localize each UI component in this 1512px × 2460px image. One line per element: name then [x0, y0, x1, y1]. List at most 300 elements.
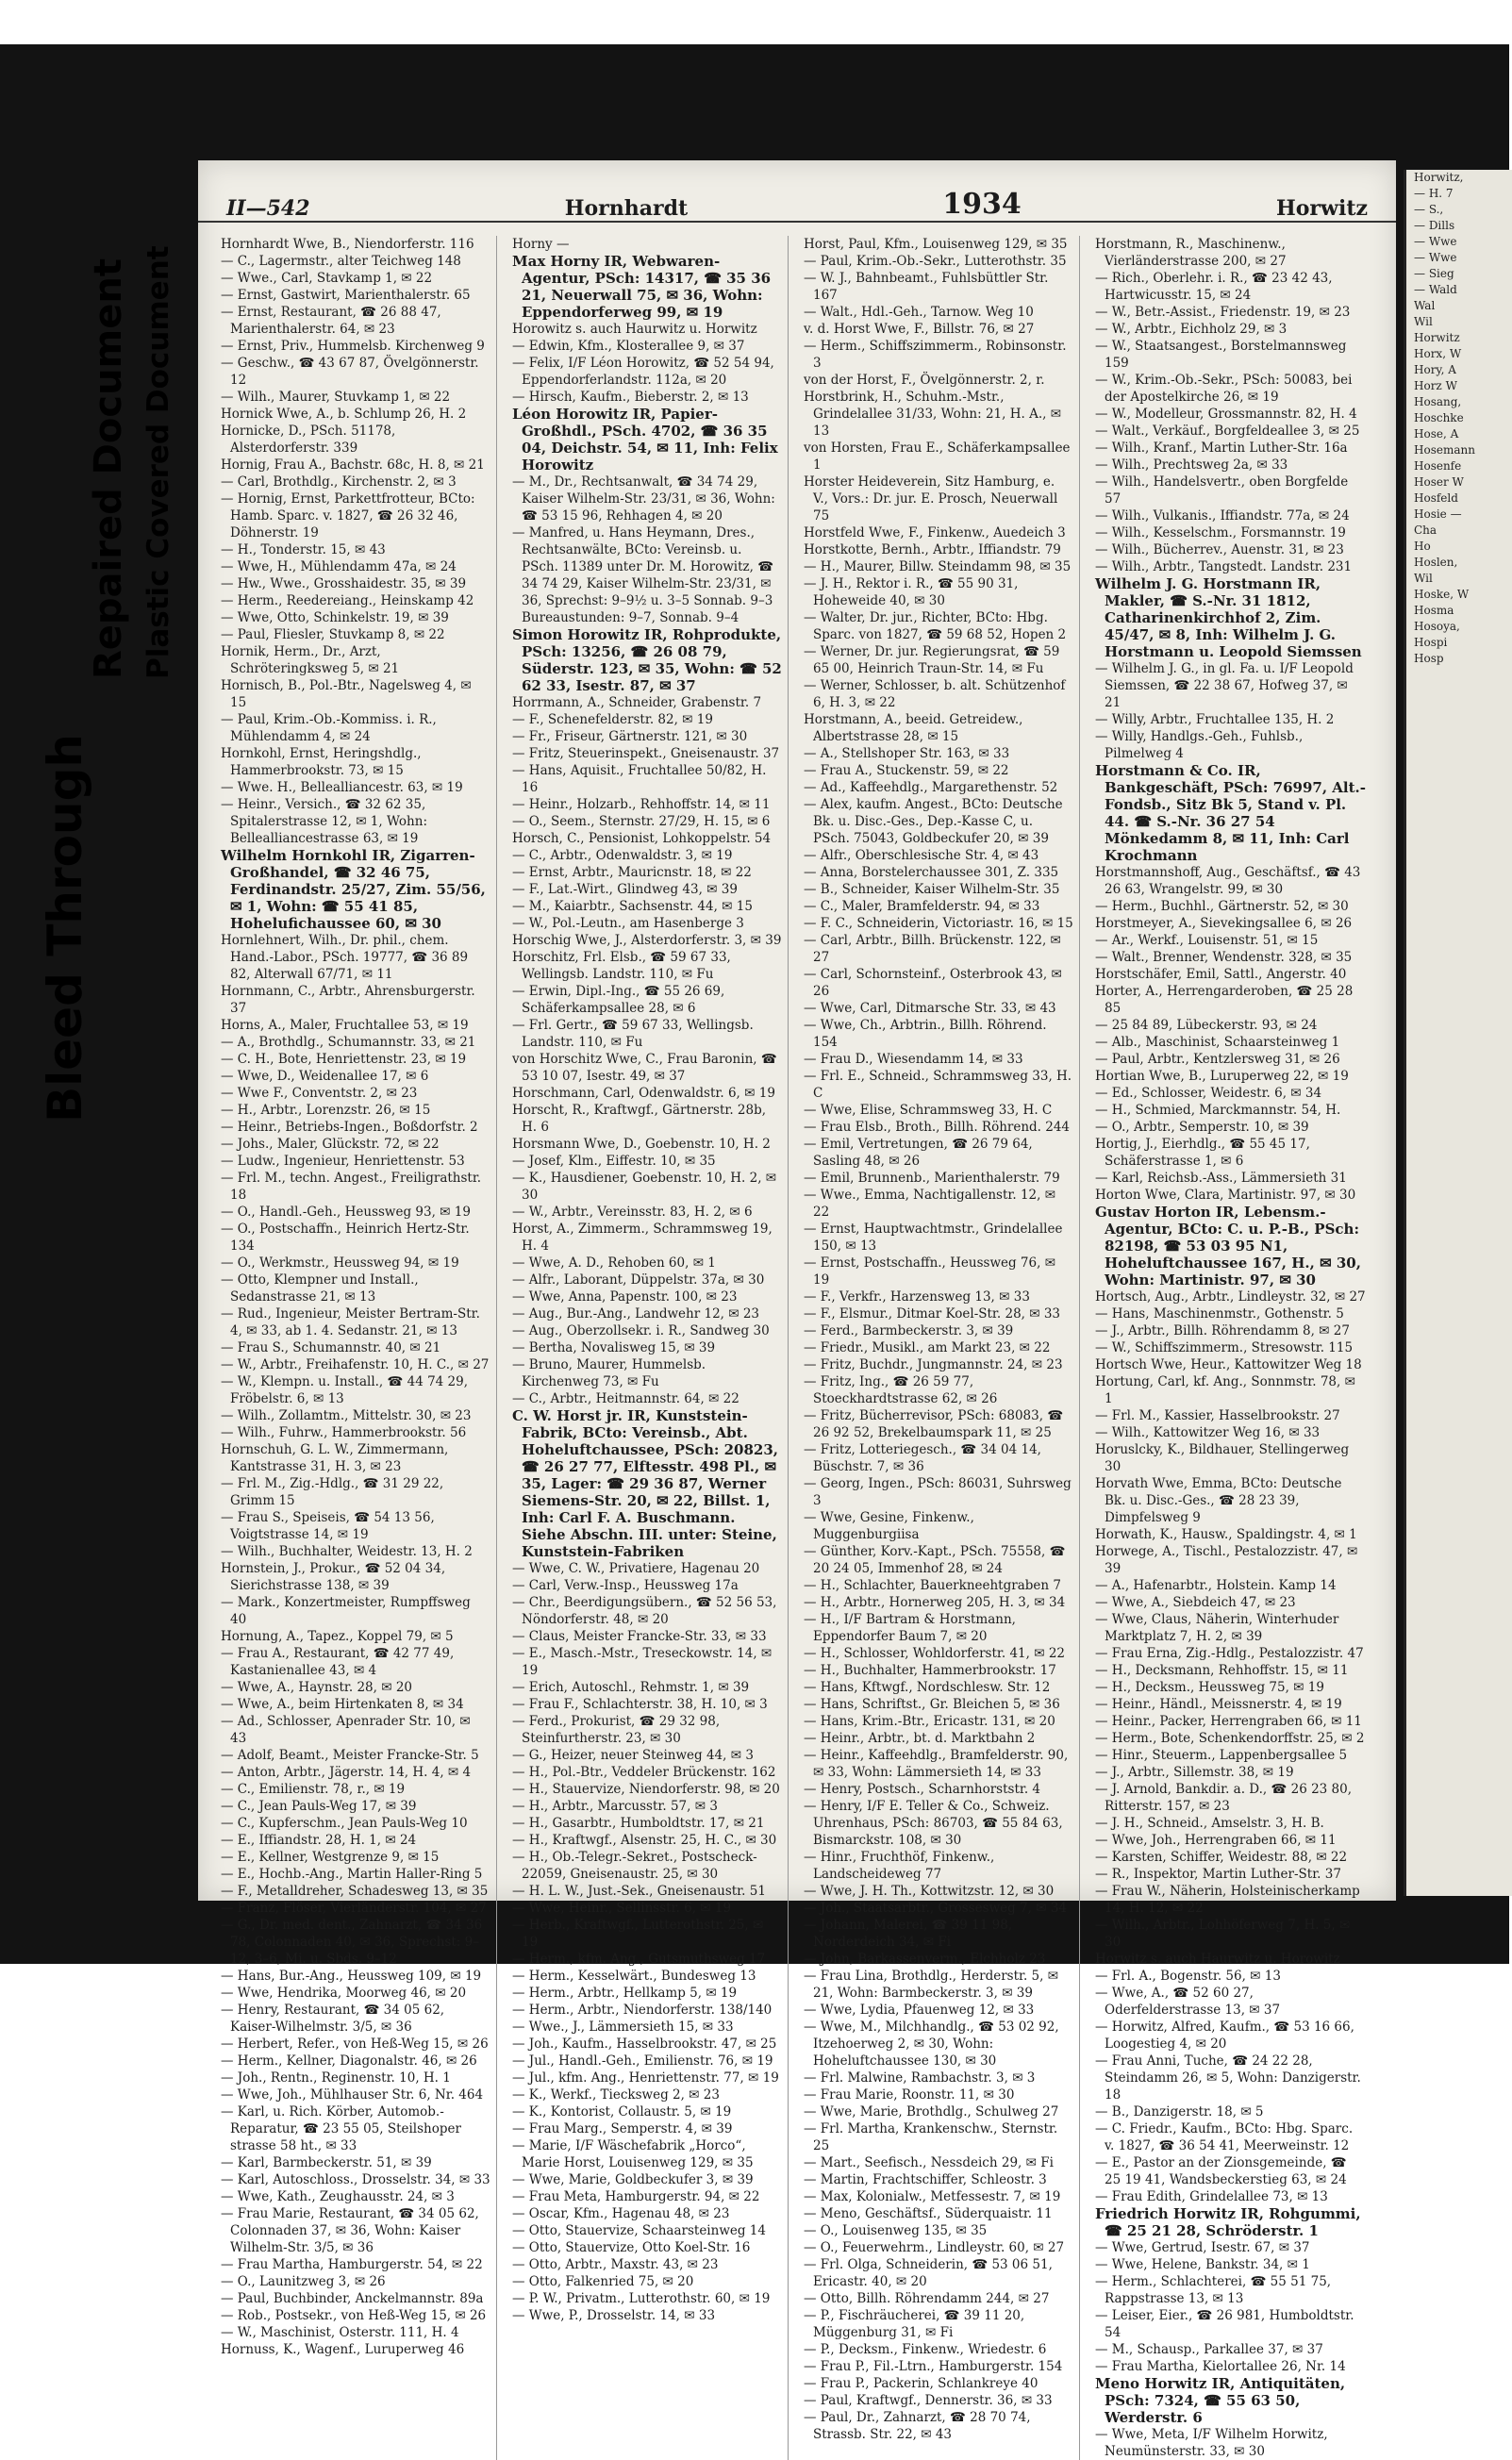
directory-entry: — M., Schausp., Parkallee 37, ✉ 37	[1095, 2342, 1323, 2357]
directory-entry: — Wilh., Kranf., Martin Luther-Str. 16a	[1095, 440, 1348, 456]
directory-entry: — Hans, Schriftst., Gr. Bleichen 5, ✉ 36	[804, 1697, 1060, 1712]
directory-entry: Horschig Wwe, J., Alsterdorferstr. 3, ✉ 39	[512, 933, 782, 948]
directory-entry: — Ernst, Priv., Hummelsb. Kirchenweg 9	[221, 339, 485, 354]
adjacent-page-line: Hoser W	[1414, 475, 1464, 489]
directory-entry: — E., Pastor an der Zionsgemeinde, ☎ 25 19 41, Wandsbeckerstieg 63, ✉ 24	[1095, 2155, 1347, 2187]
directory-entry: — Wwe, A., beim Hirtenkaten 8, ✉ 34	[221, 1697, 464, 1712]
directory-entry: — Paul, Krim.-Ob.-Kommiss. i. R., Mühlendamm 4, ✉ 24	[221, 712, 437, 744]
directory-entry: — Herm., Kellner, Diagonalstr. 46, ✉ 26	[221, 2053, 477, 2069]
directory-entry: von Horschitz Wwe, C., Frau Baronin, ☎ 53 10 07, Isestr. 49, ✉ 37	[512, 1052, 777, 1084]
directory-entry: — Frau Martha, Hamburgerstr. 54, ✉ 22	[221, 2257, 483, 2272]
directory-entry: — B., Schneider, Kaiser Wilhelm-Str. 35	[804, 882, 1060, 897]
directory-entry: — Frl. Martha, Krankenschw., Sternstr. 25	[804, 2121, 1058, 2153]
directory-entry: — Ernst, Gastwirt, Marienthalerstr. 65	[221, 288, 471, 303]
adjacent-page-line: Hospi	[1414, 636, 1448, 649]
directory-entry: — Wwe, Heinr., Sellinsstr. 6, ✉ 19	[512, 1901, 732, 1916]
directory-entry: — Willy, Handlgs.-Geh., Fuhlsb., Pilmelweg 4	[1095, 729, 1304, 761]
column-1	[221, 236, 497, 2460]
directory-entry: — Wwe, M., Milchhandlg., ☎ 53 02 92, Itzehoerweg 2, ✉ 30, Wohn: Hoheluftchaussee 130, ✉ 30	[804, 2020, 1059, 2069]
directory-entry: — H., Decksmann, Rehhoffstr. 15, ✉ 11	[1095, 1663, 1349, 1678]
directory-entry: — H., Tonderstr. 15, ✉ 43	[221, 542, 386, 557]
directory-page	[198, 160, 1396, 2459]
directory-entry: — Paul, Arbtr., Kentzlersweg 31, ✉ 26	[1095, 1052, 1340, 1067]
directory-entry: Hornschuh, G. L. W., Zimmermann, Kantstrasse 31, H. 3, ✉ 23	[221, 1442, 449, 1474]
directory-entry: — Joh., Rentn., Reginenstr. 10, H. 1	[221, 2070, 451, 2086]
directory-entry: Hornuss, K., Wagenf., Luruperweg 46	[221, 2342, 465, 2357]
directory-entry: — Wilh., Zollamtm., Mittelstr. 30, ✉ 23	[221, 1408, 472, 1423]
directory-entry: — Ludw., Ingenieur, Henriettenstr. 53	[221, 1154, 465, 1169]
directory-entry: — Fr., Friseur, Gärtnerstr. 121, ✉ 30	[512, 729, 748, 744]
directory-entry: — Geschw., ☎ 43 67 87, Övelgönnerstr. 12	[221, 356, 479, 388]
adjacent-page-line: Horwitz,	[1414, 171, 1464, 184]
directory-entry: — W., Betr.-Assist., Friedenstr. 19, ✉ 23	[1095, 305, 1351, 320]
directory-entry: — O., Seem., Sternstr. 27/29, H. 15, ✉ 6	[512, 814, 771, 829]
adjacent-page-line: Hose, A	[1414, 427, 1459, 440]
directory-entry: — Alfr., Laborant, Düppelstr. 37a, ✉ 30	[512, 1272, 765, 1288]
directory-entry: — Frau F., Schlachterstr. 38, H. 10, ✉ 3	[512, 1697, 768, 1712]
directory-entry: Horvath Wwe, Emma, BCto: Deutsche Bk. u. Disc.-Ges., ☎ 28 23 39, Dimpfelsweg 9	[1095, 1476, 1342, 1525]
adjacent-page-line: Hoske, W	[1414, 588, 1470, 601]
directory-entry: — W., Staatsangest., Borstelmannsweg 159	[1095, 339, 1347, 371]
directory-entry: — Paul, Krim.-Ob.-Sekr., Lutterothstr. 35	[804, 254, 1067, 269]
directory-entry: — H., Ob.-Telegr.-Sekret., Postscheck-22059, Gneisenaustr. 25, ✉ 30	[512, 1850, 757, 1882]
directory-entry: — Wwe, Gesine, Finkenw., Muggenburgiisa	[804, 1510, 974, 1542]
directory-entry: — Carl, Brothdlg., Kirchenstr. 2, ✉ 3	[221, 474, 457, 490]
directory-entry: — A., Brothdlg., Schumannstr. 33, ✉ 21	[221, 1035, 476, 1050]
directory-entry: — Martin, Frachtschiffer, Schleostr. 3	[804, 2172, 1047, 2187]
directory-entry: Wilhelm Hornkohl IR, Zigarren-Großhandel, ☎ 32 46 75, Ferdinandstr. 25/27, Zim. 55/56, ✉ 1, Wohn: ☎ 55 41 85, Hohelufichaussee 60, ✉ 30	[221, 847, 486, 932]
directory-entry: — Wwe., J., Lämmersieth 15, ✉ 33	[512, 2020, 734, 2035]
directory-entry: — Otto, Falkenried 75, ✉ 20	[512, 2274, 694, 2289]
directory-entry: — Ar., Werkf., Louisenstr. 51, ✉ 15	[1095, 933, 1319, 948]
directory-entry: — H., I/F Bartram & Horstmann, Eppendorfer Baum 7, ✉ 20	[804, 1612, 1016, 1644]
directory-entry: — W., Arbtr., Freihafenstr. 10, H. C., ✉ 27	[221, 1357, 490, 1372]
directory-entry: — Frl. Malwine, Rambachstr. 3, ✉ 3	[804, 2070, 1036, 2086]
directory-entry: — Frau Martha, Kielortallee 26, Nr. 14	[1095, 2359, 1346, 2374]
adjacent-page-line: — Wwe	[1414, 251, 1457, 264]
directory-entry: — Carl, Arbtr., Billh. Brückenstr. 122, ✉ 27	[804, 933, 1061, 965]
directory-entry: — Rud., Ingenieur, Meister Bertram-Str. 4, ✉ 33, ab 1. 4. Sedanstr. 21, ✉ 13	[221, 1306, 480, 1338]
directory-entry: — Ferd., Prokurist, ☎ 29 32 98, Steinfurtherstr. 23, ✉ 30	[512, 1714, 721, 1746]
directory-entry: — Karl, u. Rich. Körber, Automob.-Reparatur, ☎ 23 55 05, Steilshoper strasse 58 ht., ✉ 33	[221, 2104, 461, 2153]
directory-entry: Horstkotte, Bernh., Arbtr., Iffiandstr. 79	[804, 542, 1061, 557]
adjacent-page-line: Wal	[1414, 299, 1436, 312]
directory-entry: — Wwe, Ch., Arbtrin., Billh. Röhrend. 154	[804, 1018, 1047, 1050]
directory-entry: — Aug., Bur.-Ang., Landwehr 12, ✉ 23	[512, 1306, 760, 1321]
directory-entry: — Herm., Bote, Schenkendorffstr. 25, ✉ 2	[1095, 1731, 1365, 1746]
page-header	[198, 160, 1396, 223]
directory-entry: — Karl, Autoschloss., Drosselstr. 34, ✉ 33	[221, 2172, 490, 2187]
directory-entry: — Ad., Schlosser, Apenrader Str. 10, ✉ 43	[221, 1714, 471, 1746]
directory-entry: — Horwitz, Alfred, Kaufm., ☎ 53 16 66, Loogestieg 4, ✉ 20	[1095, 2020, 1354, 2052]
header-right-word: Horwitz	[1275, 196, 1368, 221]
directory-entry: — C., Kupferschm., Jean Pauls-Weg 10	[221, 1816, 468, 1831]
directory-entry: — M., Dr., Rechtsanwalt, ☎ 34 74 29, Kaiser Wilhelm-Str. 23/31, ✉ 36, Wohn: ☎ 53 15 96, Rehhagen 4, ✉ 20	[512, 474, 775, 524]
directory-entry: Horscht, R., Kraftwgf., Gärtnerstr. 28b, H. 6	[512, 1103, 767, 1135]
adjacent-page-line: Cha	[1414, 524, 1437, 537]
directory-entry: — Hans, Kftwgf., Nordschlesw. Str. 12	[804, 1680, 1051, 1695]
adjacent-page-line: — S.,	[1414, 203, 1444, 216]
directory-entry: — Wilhelm J. G., in gl. Fa. u. I/F Leopold Siemssen, ☎ 22 38 67, Hofweg 37, ✉ 21	[1095, 661, 1354, 710]
directory-entry: — Hinr., Steuerm., Lappenbergsallee 5	[1095, 1748, 1348, 1763]
directory-entry: — Felix, I/F Léon Horowitz, ☎ 52 54 94, Eppendorferlandstr. 112a, ✉ 20	[512, 356, 774, 388]
directory-entry: Hortsch, Aug., Arbtr., Lindleystr. 32, ✉ 27	[1095, 1289, 1366, 1305]
directory-entry: — Fritz, Buchdr., Jungmannstr. 24, ✉ 23	[804, 1357, 1063, 1372]
directory-entry: Horter, A., Herrengarderoben, ☎ 25 28 85	[1095, 984, 1354, 1016]
directory-entry: — Aug., Oberzollsekr. i. R., Sandweg 30	[512, 1323, 770, 1338]
column-3	[804, 236, 1080, 2460]
directory-entry: — Alfr., Oberschlesische Str. 4, ✉ 43	[804, 848, 1039, 863]
directory-entry: Hornmann, C., Arbtr., Ahrensburgerstr. 37	[221, 984, 475, 1016]
directory-entry: — Herm., kfm. Ang., Gutsmuthsweg 17	[512, 1952, 766, 1967]
directory-entry: — Herm., Reedereiang., Heinskamp 42	[221, 593, 474, 608]
directory-entry: — Wilh., Arbtr., Lohhöferweg 7, H. 5, ✉ 30	[1095, 1918, 1351, 1950]
directory-entry: Horst, Paul, Kfm., Louisenweg 129, ✉ 35	[804, 237, 1068, 252]
directory-entry: — Wwe, Kath., Zeughausstr. 24, ✉ 3	[221, 2189, 455, 2204]
directory-entry: — C., Jean Pauls-Weg 17, ✉ 39	[221, 1799, 417, 1814]
directory-entry: — Karl, Reichsb.-Ass., Lämmersieth 31	[1095, 1171, 1347, 1186]
adjacent-page-line: Hosemann	[1414, 443, 1475, 457]
directory-entry: — Adolf, Beamt., Meister Francke-Str. 5	[221, 1748, 479, 1763]
adjacent-page-line: — Wwe	[1414, 235, 1457, 248]
adjacent-page-line: — Sieg	[1414, 267, 1454, 280]
directory-entry: — Henry, I/F E. Teller & Co., Schweiz. Uhrenhaus, PSch: 86703, ☎ 55 84 63, Bismarckstr. 108, ✉ 30	[804, 1799, 1063, 1848]
directory-entry: Hornig, Frau A., Bachstr. 68c, H. 8, ✉ 21	[221, 457, 485, 473]
directory-entry: — Emil, Brunnenb., Marienthalerstr. 79	[804, 1171, 1060, 1186]
adjacent-page-line: Hosang,	[1414, 395, 1462, 408]
directory-entry: — Bruno, Maurer, Hummelsb. Kirchenweg 73, ✉ Fu	[512, 1357, 706, 1389]
adjacent-page-line: Hosenfe	[1414, 459, 1462, 473]
adjacent-page-line: — H. 7	[1414, 187, 1454, 200]
directory-entry: — Anna, Borstelerchaussee 301, Z. 335	[804, 865, 1059, 880]
directory-entry: Horton Wwe, Clara, Martinistr. 97, ✉ 30	[1095, 1188, 1356, 1203]
directory-entry: — Wwe, Gertrud, Isestr. 67, ✉ 37	[1095, 2240, 1310, 2255]
directory-entry: — Wwe, Helene, Bankstr. 34, ✉ 1	[1095, 2257, 1310, 2272]
adjacent-page-line: Hosoya,	[1414, 620, 1460, 633]
directory-entry: — Wilh., Bücherrev., Auenstr. 31, ✉ 23	[1095, 542, 1344, 557]
directory-entry: — Wwe., Emma, Nachtigallenstr. 12, ✉ 22	[804, 1188, 1056, 1220]
directory-entry: — H., Buchhalter, Hammerbrookstr. 17	[804, 1663, 1056, 1678]
directory-entry: — Wwe. H., Bellealliancestr. 63, ✉ 19	[221, 780, 463, 795]
directory-entry: — W. J., Bahnbeamt., Fuhlsbüttler Str. 167	[804, 271, 1049, 303]
directory-entry: — M., Kaiarbtr., Sachsenstr. 44, ✉ 15	[512, 899, 753, 914]
directory-entry: — E., Hochb.-Ang., Martin Haller-Ring 5	[221, 1867, 483, 1882]
directory-entry: — Wwe, Claus, Näherin, Winterhuder Marktplatz 7, H. 2, ✉ 39	[1095, 1612, 1339, 1644]
directory-entry: — Frau A., Stuckenstr. 59, ✉ 22	[804, 763, 1009, 778]
directory-entry: — Otto, Billh. Röhrendamm 244, ✉ 27	[804, 2291, 1050, 2306]
directory-entry: Hornlehnert, Wilh., Dr. phil., chem. Hand.-Labor., PSch. 19777, ☎ 36 89 82, Alterwall 67/71, ✉ 11	[221, 933, 469, 982]
directory-entry: Hortsch Wwe, Heur., Kattowitzer Weg 18	[1095, 1357, 1362, 1372]
directory-entry: Meno Horwitz IR, Antiquitäten, PSch: 7324, ☎ 55 63 50, Werderstr. 6	[1095, 2375, 1346, 2426]
adjacent-page-line: — Wald	[1414, 283, 1457, 296]
adjacent-page-line: Hosie —	[1414, 507, 1462, 521]
directory-entry: — Wwe, Otto, Schinkelstr. 19, ✉ 39	[221, 610, 449, 625]
directory-entry: Wilhelm J. G. Horstmann IR, Makler, ☎ S.-Nr. 31 1812, Catharinenkirchhof 2, Zim. 45/47, ✉ 8, Inh: Wilhelm J. G. Horstmann u. Leopold Siemssen	[1095, 575, 1362, 660]
directory-entry: — F., Elsmur., Ditmar Koel-Str. 28, ✉ 33	[804, 1306, 1061, 1321]
directory-entry: C. W. Horst jr. IR, Kunststein-Fabrik, BCto: Vereinsb., Abt. Hoheluftchaussee, PSch: 20823, ☎ 26 27 77, Elftesstr. 498 Pl., ✉ 35, Lager: ☎ 29 36 87, Werner Siemens-Str. 20, ✉ 22, Billst. 1, Inh: Carl F. A. Buschmann. Siehe Abschn. III. unter: Steine, Kunststein-Fabriken	[512, 1407, 779, 1560]
adjacent-page-line: Horz W	[1414, 379, 1457, 392]
directory-entry: — Wilh., Handelsvertr., oben Borgfelde 57	[1095, 474, 1349, 507]
adjacent-page-line: Ho	[1414, 540, 1431, 553]
directory-entry: — Herm., Buchhl., Gärtnerstr. 52, ✉ 30	[1095, 899, 1349, 914]
directory-entry: — Wwe, Lydia, Pfauenweg 12, ✉ 33	[804, 2003, 1035, 2018]
directory-entry: Horns, A., Maler, Fruchtallee 53, ✉ 19	[221, 1018, 469, 1033]
directory-entry: — F., Metalldreher, Schadesweg 13, ✉ 35	[221, 1884, 489, 1899]
directory-entry: — Friedr., Musikl., am Markt 23, ✉ 22	[804, 1340, 1051, 1355]
directory-entry: Hornkohl, Ernst, Heringshdlg., Hammerbrookstr. 73, ✉ 15	[221, 746, 422, 778]
directory-entry: — B., Danzigerstr. 18, ✉ 5	[1095, 2104, 1264, 2119]
directory-entry: — O., Launitzweg 3, ✉ 26	[221, 2274, 386, 2289]
directory-entry: — Ernst, Hauptwachtmstr., Grindelallee 150, ✉ 13	[804, 1222, 1063, 1254]
directory-entry: — Josef, Klm., Eiffestr. 10, ✉ 35	[512, 1154, 716, 1169]
directory-entry: — Paul, Kraftwgf., Dennerstr. 36, ✉ 33	[804, 2393, 1053, 2408]
directory-entry: — Frau S., Schumannstr. 40, ✉ 21	[221, 1340, 441, 1355]
directory-entry: — Walter, Dr. jur., Richter, BCto: Hbg. Sparc. von 1827, ☎ 59 68 52, Hopen 2	[804, 610, 1067, 642]
directory-entry: — H., Arbtr., Marcusstr. 57, ✉ 3	[512, 1799, 718, 1814]
directory-entry: — Chr., Beerdigungsübern., ☎ 52 56 53, Nöndorferstr. 48, ✉ 20	[512, 1595, 777, 1627]
directory-entry: — Henry, Postsch., Scharnhorststr. 4	[804, 1782, 1041, 1797]
directory-entry: Horstfeld Wwe, F., Finkenw., Auedeich 3	[804, 525, 1066, 540]
directory-entry: Hortig, J., Eierhdlg., ☎ 55 45 17, Schäferstrasse 1, ✉ 6	[1095, 1137, 1310, 1169]
directory-entry: — Wwe, Marie, Brothdlg., Schulweg 27	[804, 2104, 1059, 2119]
directory-entry: — Karl, Barmbeckerstr. 51, ✉ 39	[221, 2155, 432, 2170]
directory-entry: Horwath, K., Hausw., Spaldingstr. 4, ✉ 1	[1095, 1527, 1357, 1542]
directory-entry: Gustav Horton IR, Lebensm.-Agentur, BCto: C. u. P.-B., PSch: 82198, ☎ 53 03 95 N1, Hoheluftchaussee 167, H., ✉ 30, Wohn: Martinistr. 97, ✉ 30	[1095, 1204, 1361, 1288]
directory-entry: — W., Pol.-Leutn., am Hasenberge 3	[512, 916, 744, 931]
directory-entry: Hortung, Carl, kf. Ang., Sonnmstr. 78, ✉ 1	[1095, 1374, 1355, 1406]
directory-entry: — Walt., Hdl.-Geh., Tarnow. Weg 10	[804, 305, 1034, 320]
directory-entry: Horwitz s. auch Haurwitz u. Horowitz	[1095, 1952, 1340, 1967]
directory-entry: — Ad., Kaffeehdlg., Margarethenstr. 52	[804, 780, 1058, 795]
directory-entry: — P., Decksm., Finkenw., Wriedestr. 6	[804, 2342, 1047, 2357]
directory-entry: — W., Arbtr., Vereinsstr. 83, H. 2, ✉ 6	[512, 1205, 753, 1220]
directory-entry: Hornung, A., Tapez., Koppel 79, ✉ 5	[221, 1629, 454, 1644]
directory-entry: — Paul, Fliesler, Stuvkamp 8, ✉ 22	[221, 627, 445, 642]
directory-entry: v. d. Horst Wwe, F., Billstr. 76, ✉ 27	[804, 322, 1035, 337]
directory-entry: — Wilh., Kattowitzer Weg 16, ✉ 33	[1095, 1425, 1321, 1440]
adjacent-page-line: Wil	[1414, 315, 1433, 328]
adjacent-page-line: Hosfeld	[1414, 491, 1458, 505]
directory-entry: von Horsten, Frau E., Schäferkampsallee 1	[804, 440, 1071, 473]
directory-entry: — E., Iffiandstr. 28, H. 1, ✉ 24	[221, 1833, 417, 1848]
directory-entry: — H., Pol.-Btr., Veddeler Brückenstr. 162	[512, 1765, 776, 1780]
directory-entry: — Anton, Arbtr., Jägerstr. 14, H. 4, ✉ 4	[221, 1765, 472, 1780]
directory-entry: — Hirsch, Kaufm., Bieberstr. 2, ✉ 13	[512, 390, 749, 405]
adjacent-page-line: Hoslen,	[1414, 556, 1458, 569]
directory-entry: — H., Stauervize, Niendorferstr. 98, ✉ 20	[512, 1782, 780, 1797]
directory-entry: — K., Hausdiener, Goebenstr. 10, H. 2, ✉ 30	[512, 1171, 777, 1203]
header-year: 1934	[942, 188, 1022, 221]
directory-entry: Simon Horowitz IR, Rohprodukte, PSch: 13256, ☎ 26 08 79, Süderstr. 123, ✉ 35, Wohn: ☎ 52 62 33, Isestr. 87, ✉ 37	[512, 626, 782, 694]
directory-entry: von der Horst, F., Övelgönnerstr. 2, r.	[804, 373, 1045, 388]
directory-entry: — Alex, kaufm. Angest., BCto: Deutsche Bk. u. Disc.-Ges., Dep.-Kasse C, u. PSch. 75043, Goldbeckufer 20, ✉ 39	[804, 797, 1063, 846]
directory-entry: — H., Schlosser, Wohldorferstr. 41, ✉ 22	[804, 1646, 1065, 1661]
directory-entry: — Heinr., Arbtr., bt. d. Marktbahn 2	[804, 1731, 1036, 1746]
directory-entry: — Otto, Arbtr., Maxstr. 43, ✉ 23	[512, 2257, 719, 2272]
directory-entry: — W., Maschinist, Osterstr. 111, H. 4	[221, 2325, 459, 2340]
directory-columns	[221, 236, 1371, 2459]
directory-entry: — Otto, Klempner und Install., Sedanstrasse 21, ✉ 13	[221, 1272, 419, 1305]
directory-entry: — Mart., Seefisch., Nessdeich 29, ✉ Fi	[804, 2155, 1054, 2170]
directory-entry: — Johs., Maler, Glückstr. 72, ✉ 22	[221, 1137, 440, 1152]
directory-entry: Horowitz s. auch Haurwitz u. Horwitz	[512, 322, 757, 337]
directory-entry: — J. Arnold, Bankdir. a. D., ☎ 26 23 80, Ritterstr. 157, ✉ 23	[1095, 1782, 1353, 1814]
bleed-through-label: Bleed Through	[38, 734, 92, 1122]
directory-entry: — Heinr., Händl., Meissnerstr. 4, ✉ 19	[1095, 1697, 1342, 1712]
directory-entry: — Hans, Krim.-Btr., Ericastr. 131, ✉ 20	[804, 1714, 1055, 1729]
directory-entry: — Hans, Maschinenmstr., Gothenstr. 5	[1095, 1306, 1344, 1321]
directory-entry: — Manfred, u. Hans Heymann, Dres., Rechtsanwälte, BCto: Vereinsb. u. PSch. 11389 unter Dr. M. Horowitz, ☎ 34 74 29, Kaiser Wilhelm-Str. 23/31, ✉ 36, Sprechst: 9–9½ u. 3–5 Sonnab. 9–3 Bureaustunden: 9–7, Sonnab. 9–4	[512, 525, 774, 625]
directory-entry: — Frau Meta, Hamburgerstr. 94, ✉ 22	[512, 2189, 760, 2204]
directory-entry: — C., Arbtr., Odenwaldstr. 3, ✉ 19	[512, 848, 733, 863]
directory-entry: — Erich, Autoschl., Rehmstr. 1, ✉ 39	[512, 1680, 750, 1695]
directory-entry: — Frau Marg., Semperstr. 4, ✉ 39	[512, 2121, 733, 2136]
directory-entry: — Wwe., Carl, Stavkamp 1, ✉ 22	[221, 271, 433, 286]
directory-entry: — Heinr., Betriebs-Ingen., Boßdorfstr. 2	[221, 1120, 478, 1135]
directory-entry: — J. H., Rektor i. R., ☎ 55 90 31, Hoheweide 40, ✉ 30	[804, 576, 1019, 608]
directory-entry: — Wwe, Anna, Papenstr. 100, ✉ 23	[512, 1289, 738, 1305]
directory-entry: — Max, Kolonialw., Metfessestr. 7, ✉ 19	[804, 2189, 1061, 2204]
directory-entry: Hornicke, D., PSch. 51178, Alsterdorferstr. 339	[221, 424, 396, 456]
directory-entry: — Wwe, Marie, Goldbeckufer 3, ✉ 39	[512, 2172, 754, 2187]
directory-entry: — Herb., Kraftwgf., Lutterothstr. 25, ✉ 19	[512, 1918, 764, 1950]
directory-entry: Horwege, A., Tischl., Pestalozzistr. 47, ✉ 39	[1095, 1544, 1358, 1576]
adjacent-page-line: Hosma	[1414, 604, 1454, 617]
directory-entry: — Johann, Malerei, ☎ 39 11 98, Norderdeich 34, ✉ Fi	[804, 1918, 1013, 1950]
directory-entry: Hornik, Herm., Dr., Arzt, Schröteringksweg 5, ✉ 21	[221, 644, 400, 676]
directory-entry: — H., Schmied, Marckmannstr. 54, H.	[1095, 1103, 1341, 1118]
directory-entry: — H., Decksm., Heussweg 75, ✉ 19	[1095, 1680, 1324, 1695]
directory-entry: — Willy, Arbtr., Fruchtallee 135, H. 2	[1095, 712, 1335, 727]
directory-entry: Horstmann & Co. IR, Bankgeschäft, PSch: 76997, Alt.-Fondsb., Sitz Bk 5, Stand v. Pl. 44. ☎ S.-Nr. 36 27 54 Mönkedamm 8, ✉ 11, Inh: Carl Krochmann	[1095, 762, 1367, 864]
directory-entry: — Carl, Schornsteinf., Osterbrook 43, ✉ 26	[804, 967, 1062, 999]
directory-entry: — Leiser, Eier., ☎ 26 981, Humboldtstr. 54	[1095, 2308, 1354, 2340]
directory-entry: Horny —	[512, 237, 570, 252]
directory-entry: — C. Friedr., Kaufm., BCto: Hbg. Sparc. v. 1827, ☎ 36 54 41, Meerweinstr. 12	[1095, 2121, 1354, 2153]
directory-entry: — O., Arbtr., Semperstr. 10, ✉ 39	[1095, 1120, 1309, 1135]
directory-entry: — Werner, Schlosser, b. alt. Schützenhof 6, H. 3, ✉ 22	[804, 678, 1066, 710]
directory-entry: — Joh., Staatsarbtr., Grossesweg 7, ✉ 34	[804, 1901, 1068, 1916]
directory-entry: — Ed., Schlosser, Weidestr. 6, ✉ 34	[1095, 1086, 1322, 1101]
directory-entry: — John, Barkassenverm., Elchholz 23	[804, 1952, 1046, 1967]
directory-entry: — Ernst, Arbtr., Mauricnstr. 18, ✉ 22	[512, 865, 752, 880]
directory-entry: — C., Emilienstr. 78, r., ✉ 19	[221, 1782, 406, 1797]
directory-entry: — H. L. W., Just.-Sek., Gneisenaustr. 51	[512, 1884, 766, 1899]
directory-entry: — Frau Marie, Restaurant, ☎ 34 05 62, Colonnaden 37, ✉ 36, Wohn: Kaiser Wilhelm-Str. 3/5, ✉ 36	[221, 2206, 479, 2255]
directory-entry: — Wilh., Prechtsweg 2a, ✉ 33	[1095, 457, 1288, 473]
directory-entry: — Wwe, C. W., Privatiere, Hagenau 20	[512, 1561, 760, 1576]
directory-entry: — Wwe, A., ☎ 52 60 27, Oderfelderstrasse 13, ✉ 37	[1095, 1986, 1281, 2018]
directory-entry: — Wilh., Maurer, Stuvkamp 1, ✉ 22	[221, 390, 451, 405]
directory-entry: — E., Masch.-Mstr., Treseckowstr. 14, ✉ 19	[512, 1646, 773, 1678]
directory-entry: — F., Verkfr., Harzensweg 13, ✉ 33	[804, 1289, 1030, 1305]
directory-entry: — Frau Edith, Grindelallee 73, ✉ 13	[1095, 2189, 1328, 2204]
plastic-covered-label: Plastic Covered Document	[141, 245, 175, 679]
page-number: II—542	[226, 196, 310, 221]
directory-entry: — R., Inspektor, Martin Luther-Str. 37	[1095, 1867, 1341, 1882]
directory-entry: — Herm., Kesselwärt., Bundesweg 13	[512, 1969, 756, 1984]
directory-entry: — Frl. Olga, Schneiderin, ☎ 53 06 51, Ericastr. 40, ✉ 20	[804, 2257, 1053, 2289]
directory-entry: — A., Hafenarbtr., Holstein. Kamp 14	[1095, 1578, 1337, 1593]
directory-entry: — Walt., Brenner, Wendenstr. 328, ✉ 35	[1095, 950, 1353, 965]
directory-entry: — Frau A., Restaurant, ☎ 42 77 49, Kastanienallee 43, ✉ 4	[221, 1646, 455, 1678]
directory-entry: — Ferd., Barmbeckerstr. 3, ✉ 39	[804, 1323, 1014, 1338]
directory-entry: — E., Kellner, Westgrenze 9, ✉ 15	[221, 1850, 440, 1865]
directory-entry: — Herm., Arbtr., Niendorferstr. 138/140	[512, 2003, 773, 2018]
directory-entry: — Otto, Stauervize, Otto Koel-Str. 16	[512, 2240, 751, 2255]
adjacent-page-edge	[1404, 170, 1512, 1896]
directory-entry: Horstmann, R., Maschinenw., Vierländerstrasse 200, ✉ 27	[1095, 237, 1287, 269]
directory-entry: — Herm., Schlachterei, ☎ 55 51 75, Rappstrasse 13, ✉ 13	[1095, 2274, 1332, 2306]
directory-entry: — O., Postschaffn., Heinrich Hertz-Str. 134	[221, 1222, 470, 1254]
directory-entry: — H., Maurer, Billw. Steindamm 98, ✉ 35	[804, 559, 1072, 574]
directory-entry: — Frau Elsb., Broth., Billh. Röhrend. 244	[804, 1120, 1071, 1135]
directory-entry: — C., Arbtr., Heitmannstr. 64, ✉ 22	[512, 1391, 739, 1406]
directory-entry: — O., Handl.-Geh., Heussweg 93, ✉ 19	[221, 1205, 471, 1220]
directory-entry: — Günther, Korv.-Kapt., PSch. 75558, ☎ 20 24 05, Immenhof 28, ✉ 24	[804, 1544, 1066, 1576]
directory-entry: — Karsten, Schiffer, Weidestr. 88, ✉ 22	[1095, 1850, 1348, 1865]
directory-entry: — Heinr., Holzarb., Rehhoffstr. 14, ✉ 11	[512, 797, 771, 812]
directory-entry: — Hinr., Fruchthöf, Finkenw., Landscheideweg 77	[804, 1850, 995, 1882]
repaired-document-label: Repaired Document	[87, 258, 130, 679]
directory-entry: — Ernst, Restaurant, ☎ 26 88 47, Marienthalerstr. 64, ✉ 23	[221, 305, 441, 337]
directory-entry: Horstschäfer, Emil, Sattl., Angerstr. 40	[1095, 967, 1347, 982]
directory-entry: — W., Arbtr., Eichholz 29, ✉ 3	[1095, 322, 1288, 337]
directory-entry: — Hans, Bur.-Ang., Heussweg 109, ✉ 19	[221, 1969, 482, 1984]
header-left-word: Hornhardt	[564, 196, 689, 221]
directory-entry: — O., Louisenweg 135, ✉ 35	[804, 2223, 988, 2238]
directory-entry: — Henry, Restaurant, ☎ 34 05 62, Kaiser-Wilhelmstr. 3/5, ✉ 36	[221, 2003, 445, 2035]
directory-entry: — Oscar, Kfm., Hagenau 48, ✉ 23	[512, 2206, 730, 2221]
directory-entry: — K., Werkf., Tiecksweg 2, ✉ 23	[512, 2087, 720, 2103]
directory-entry: Hortian Wwe, B., Luruperweg 22, ✉ 19	[1095, 1069, 1349, 1084]
directory-entry: — Otto, Stauervize, Schaarsteinweg 14	[512, 2223, 766, 2238]
directory-entry: — Frau Lina, Brothdlg., Herderstr. 5, ✉ 21, Wohn: Barmbeckerstr. 3, ✉ 39	[804, 1969, 1059, 2001]
directory-entry: — Wwe, D., Weidenallee 17, ✉ 6	[221, 1069, 429, 1084]
directory-entry: — F., Schenefelderstr. 82, ✉ 19	[512, 712, 713, 727]
directory-entry: — H., Arbtr., Hornerweg 205, H. 3, ✉ 34	[804, 1595, 1066, 1610]
directory-entry: — Georg, Ingen., PSch: 86031, Suhrsweg 3	[804, 1476, 1072, 1508]
directory-entry: — Wwe, Hendrika, Moorweg 46, ✉ 20	[221, 1986, 467, 2001]
directory-entry: — Hans, Aquisit., Fruchtallee 50/82, H. 16	[512, 763, 767, 795]
directory-entry: — Fritz, Bücherrevisor, PSch: 68083, ☎ 26 92 52, Brekelbaumspark 11, ✉ 25	[804, 1408, 1064, 1440]
side-labels	[38, 236, 179, 1141]
directory-entry: Horster Heideverein, Sitz Hamburg, e. V., Vors.: Dr. jur. E. Prosch, Neuerwall 75	[804, 474, 1058, 524]
directory-entry: Horstbrink, H., Schuhm.-Mstr., Grindelallee 31/33, Wohn: 21, H. A., ✉ 13	[804, 390, 1062, 439]
adjacent-page-line: — Dills	[1414, 219, 1455, 232]
directory-entry: — Emil, Vertretungen, ☎ 26 79 64, Sasling 48, ✉ 26	[804, 1137, 1033, 1169]
directory-entry: — Frau P., Fil.-Ltrn., Hamburgerstr. 154	[804, 2359, 1063, 2374]
directory-entry: Hornhardt Wwe, B., Niendorferstr. 116	[221, 237, 474, 252]
directory-entry: — H., Schlachter, Bauerkneehtgraben 7	[804, 1578, 1061, 1593]
directory-entry: — Erwin, Dipl.-Ing., ☎ 55 26 69, Schäferkampsallee 28, ✉ 6	[512, 984, 725, 1016]
directory-entry: — Wwe, Meta, I/F Wilhelm Horwitz, Neumünsterstr. 33, ✉ 30	[1095, 2427, 1328, 2459]
directory-entry: Horuslcky, K., Bildhauer, Stellingerweg 30	[1095, 1442, 1350, 1474]
directory-entry: — Frl. M., Kassier, Hasselbrookstr. 27	[1095, 1408, 1340, 1423]
directory-entry: Hornstein, J., Prokur., ☎ 52 04 34, Sierichstrasse 138, ✉ 39	[221, 1561, 446, 1593]
adjacent-page-line: Horx, W	[1414, 347, 1462, 360]
directory-entry: — Heinr., Versich., ☎ 32 62 35, Spitalerstrasse 12, ✉ 1, Wohn: Bellealliancestrasse 63, ✉ 19	[221, 797, 427, 846]
directory-entry: — Wwe, A., Siebdeich 47, ✉ 23	[1095, 1595, 1296, 1610]
directory-entry: — Rich., Oberlehr. i. R., ☎ 23 42 43, Hartwicusstr. 15, ✉ 24	[1095, 271, 1333, 303]
directory-entry: — Paul, Buchbinder, Anckelmannstr. 89a	[221, 2291, 484, 2306]
directory-entry: — H., Kraftwgf., Alsenstr. 25, H. C., ✉ 30	[512, 1833, 777, 1848]
directory-entry: — W., Schiffszimmerm., Stresowstr. 115	[1095, 1340, 1354, 1355]
directory-entry: — F. C., Schneiderin, Victoriastr. 16, ✉ 15	[804, 916, 1073, 931]
directory-entry: — Mark., Konzertmeister, Rumpffsweg 40	[221, 1595, 471, 1627]
directory-entry: Horschmann, Carl, Odenwaldstr. 6, ✉ 19	[512, 1086, 775, 1101]
directory-entry: — Carl, Verw.-Insp., Heussweg 17a	[512, 1578, 739, 1593]
